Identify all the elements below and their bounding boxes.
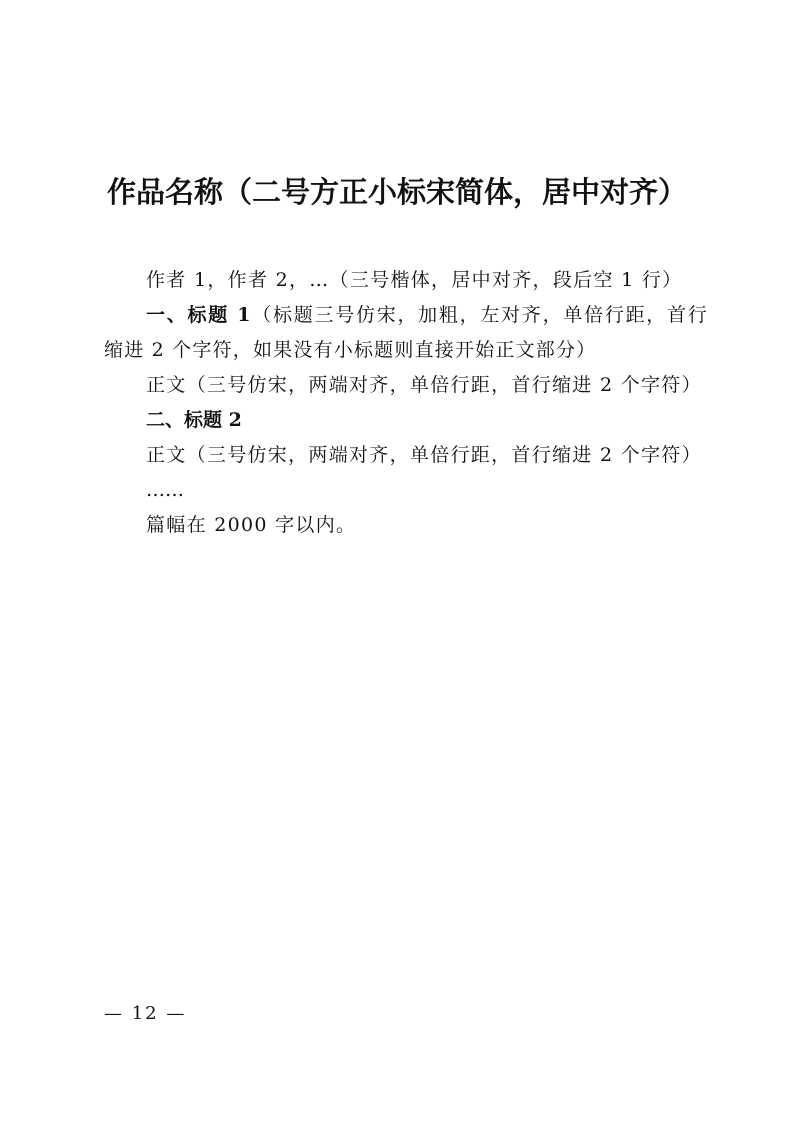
authors-line: 作者 1，作者 2，…（三号楷体，居中对齐，段后空 1 行） xyxy=(146,269,683,291)
page-number: — 12 — xyxy=(104,1003,187,1024)
body-text-2: 正文（三号仿宋，两端对齐，单倍行距，首行缩进 2 个字符） xyxy=(146,444,702,466)
heading-1-label: 一、标题 1 xyxy=(146,304,252,326)
length-note: 篇幅在 2000 字以内。 xyxy=(146,514,357,536)
heading-2-label: 二、标题 2 xyxy=(146,409,242,431)
heading-1-paragraph xyxy=(104,298,708,368)
heading-1-note: （标题三号仿宋，加粗，左对齐，单倍行距，首行缩进 2 个字符，如果没有小标题则直接开始正文部分） xyxy=(104,304,708,361)
document-title: 作品名称（二号方正小标宋简体，居中对齐） xyxy=(106,175,687,209)
ellipsis-line: …… xyxy=(146,479,184,501)
body-text-1: 正文（三号仿宋，两端对齐，单倍行距，首行缩进 2 个字符） xyxy=(146,374,702,396)
document-body xyxy=(104,263,708,543)
